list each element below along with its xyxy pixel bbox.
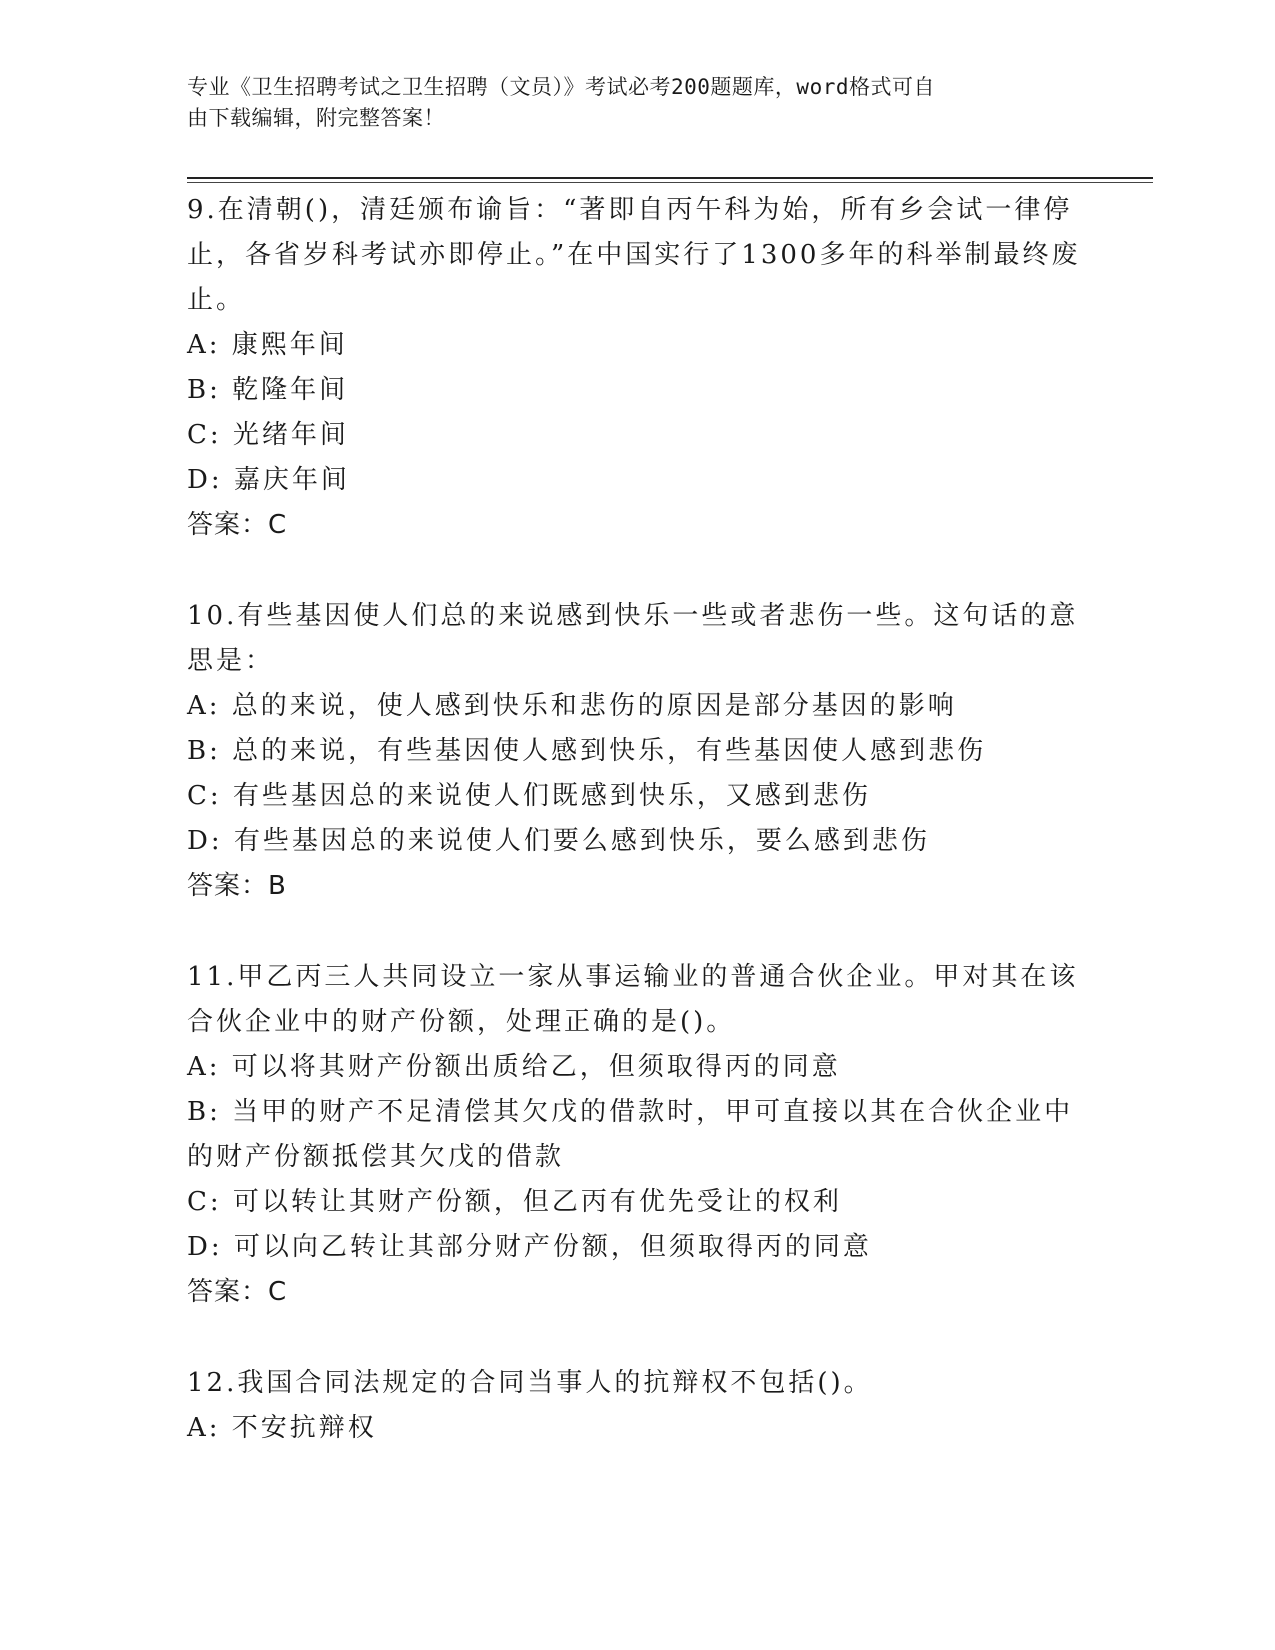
question-stem: 11.甲乙丙三人共同设立一家从事运输业的普通合伙企业。甲对其在该合伙企业中的财产份额，处理正确的是()。 (187, 962, 1079, 1037)
option-c: C: 有些基因总的来说使人们既感到快乐，又感到悲伤 (187, 781, 871, 811)
option-b: B: 乾隆年间 (187, 375, 349, 405)
option-c: C: 光绪年间 (187, 420, 349, 450)
option-a: A: 不安抗辩权 (187, 1413, 377, 1443)
option-d: D: 可以向乙转让其部分财产份额，但须取得丙的同意 (187, 1232, 872, 1262)
question-stem: 12.我国合同法规定的合同当事人的抗辩权不包括()。 (187, 1368, 873, 1398)
answer-label: 答案：B (187, 871, 287, 901)
option-b: B: 当甲的财产不足清偿其欠戊的借款时，甲可直接以其在合伙企业中的财产份额抵偿其欠戊的借款 (187, 1097, 1074, 1172)
header-line-1: 专业《卫生招聘考试之卫生招聘（文员）》考试必考200题题库，word格式可自 (187, 75, 935, 99)
header-line-2: 由下载编辑，附完整答案！ (187, 106, 445, 130)
option-a: A: 可以将其财产份额出质给乙，但须取得丙的同意 (187, 1052, 841, 1082)
option-b: B: 总的来说，有些基因使人感到快乐，有些基因使人感到悲伤 (187, 736, 987, 766)
answer-label: 答案：C (187, 1277, 288, 1307)
question-10 (187, 594, 1087, 909)
question-stem: 9.在清朝()，清廷颁布谕旨：“著即自丙午科为始，所有乡会试一律停止，各省岁科考试亦即停止。”在中国实行了1300多年的科举制最终废止。 (187, 195, 1081, 315)
document-header (187, 72, 1087, 134)
option-a: A: 总的来说，使人感到快乐和悲伤的原因是部分基因的影响 (187, 691, 957, 721)
header-divider-thick (187, 177, 1153, 179)
answer-label: 答案：C (187, 510, 288, 540)
header-divider-thin (187, 182, 1153, 183)
question-stem: 10.有些基因使人们总的来说感到快乐一些或者悲伤一些。这句话的意思是： (187, 601, 1079, 676)
question-list (187, 188, 1087, 1497)
question-9 (187, 188, 1087, 548)
option-d: D: 嘉庆年间 (187, 465, 350, 495)
option-a: A: 康熙年间 (187, 330, 348, 360)
question-11 (187, 955, 1087, 1315)
option-d: D: 有些基因总的来说使人们要么感到快乐，要么感到悲伤 (187, 826, 930, 856)
option-c: C: 可以转让其财产份额，但乙丙有优先受让的权利 (187, 1187, 842, 1217)
question-12 (187, 1361, 1087, 1451)
